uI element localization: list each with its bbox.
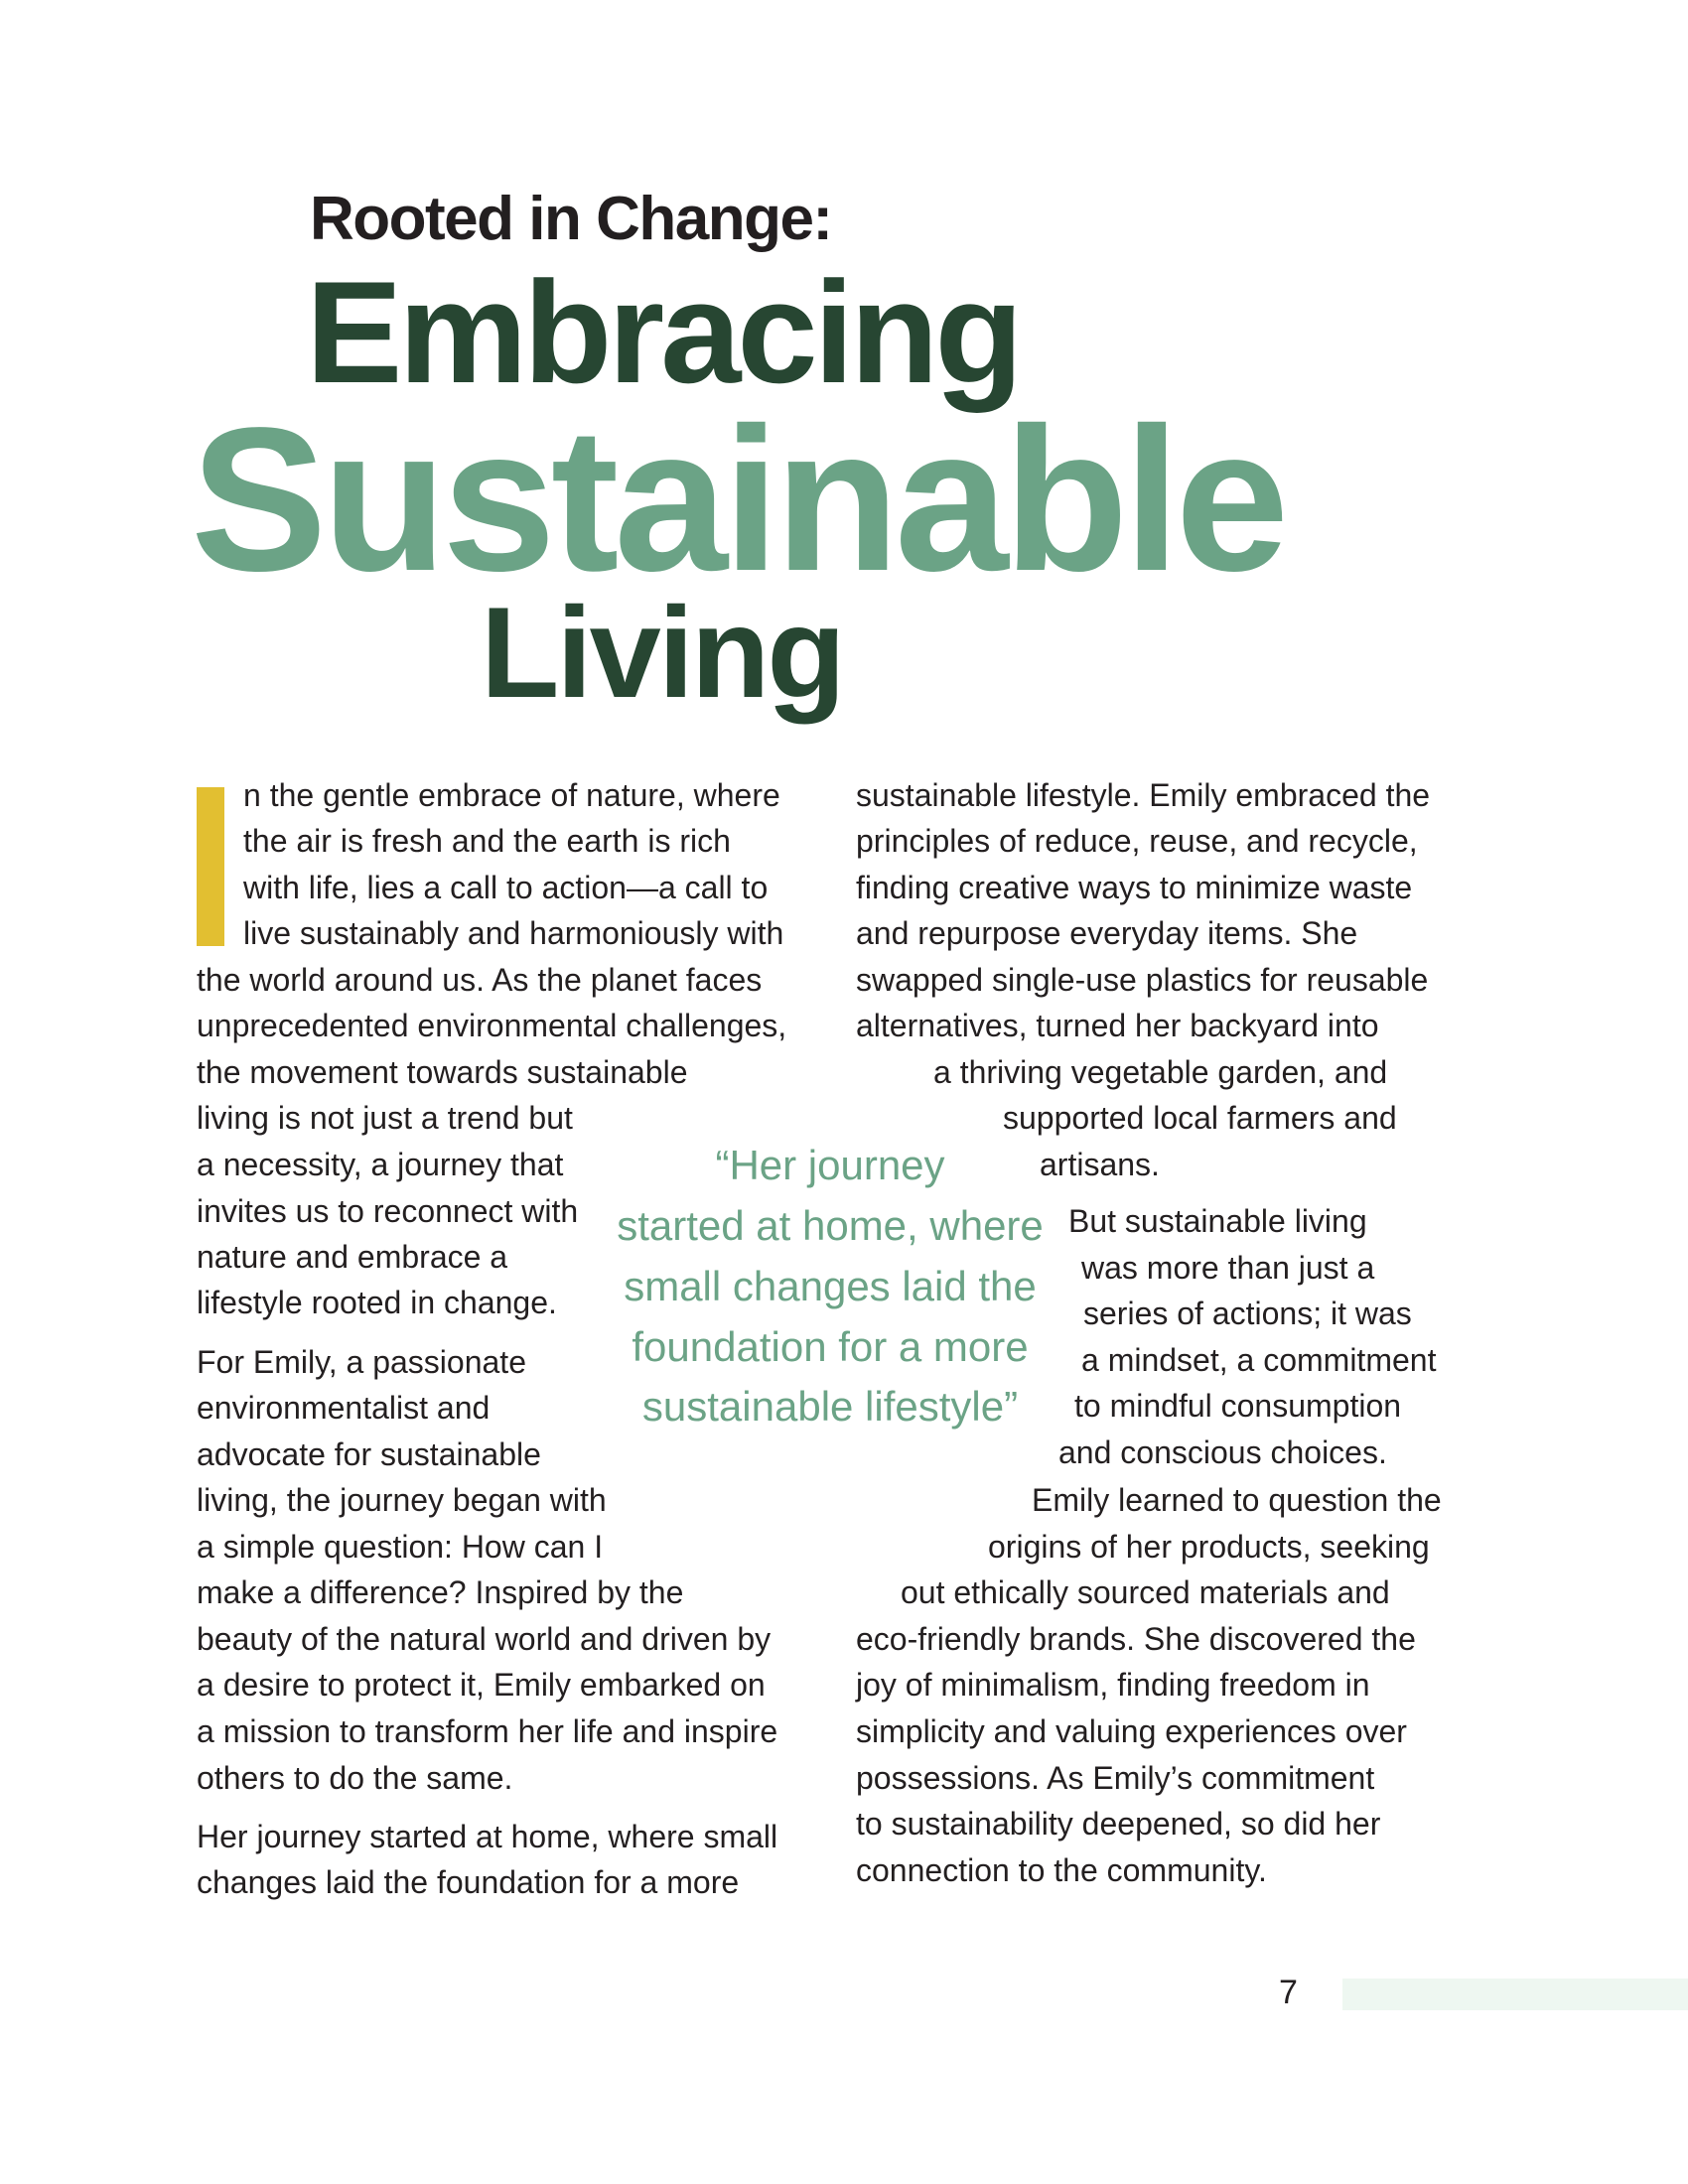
pull-quote-line: sustainable lifestyle” bbox=[641, 1383, 1019, 1430]
body-line: a mindset, a commitment bbox=[1081, 1342, 1437, 1378]
body-line: For Emily, a passionate bbox=[197, 1344, 526, 1380]
body-line: invites us to reconnect with bbox=[197, 1193, 579, 1229]
title-line-living: Living bbox=[481, 580, 843, 725]
body-line: n the gentle embrace of nature, where bbox=[243, 777, 780, 813]
body-line: others to do the same. bbox=[197, 1760, 513, 1796]
body-line: joy of minimalism, finding freedom in bbox=[856, 1667, 1370, 1703]
body-line: changes laid the foundation for a more bbox=[197, 1864, 740, 1900]
body-line: unprecedented environmental challenges, bbox=[197, 1008, 787, 1043]
body-line: beauty of the natural world and driven by bbox=[197, 1621, 772, 1657]
body-line: sustainable lifestyle. Emily embraced the bbox=[856, 777, 1431, 813]
drop-cap-bar bbox=[197, 787, 224, 946]
body-line: the world around us. As the planet faces bbox=[197, 962, 763, 998]
body-line: a thriving vegetable garden, and bbox=[933, 1054, 1388, 1090]
pull-quote-line: small changes laid the bbox=[624, 1263, 1037, 1309]
body-line: nature and embrace a bbox=[197, 1239, 508, 1275]
body-line: and conscious choices. bbox=[1058, 1434, 1387, 1470]
body-line: But sustainable living bbox=[1068, 1203, 1367, 1239]
body-line: a desire to protect it, Emily embarked on bbox=[197, 1667, 766, 1703]
body-line: environmentalist and bbox=[197, 1390, 491, 1426]
body-line: finding creative ways to minimize waste bbox=[856, 870, 1413, 905]
body-line: lifestyle rooted in change. bbox=[197, 1285, 557, 1320]
body-line: alternatives, turned her backyard into bbox=[856, 1008, 1379, 1043]
pull-quote-line: “Her journey bbox=[715, 1142, 945, 1188]
pull-quote-line: foundation for a more bbox=[632, 1323, 1029, 1370]
body-line: was more than just a bbox=[1081, 1250, 1375, 1286]
body-line: to mindful consumption bbox=[1074, 1388, 1402, 1424]
body-line: make a difference? Inspired by the bbox=[197, 1574, 684, 1610]
body-line: live sustainably and harmoniously with bbox=[243, 915, 784, 951]
body-line: swapped single-use plastics for reusable bbox=[856, 962, 1429, 998]
body-line: a simple question: How can I bbox=[197, 1529, 604, 1565]
body-line: connection to the community. bbox=[856, 1852, 1267, 1888]
title-line-sustainable: Sustainable bbox=[191, 385, 1285, 614]
body-line: and repurpose everyday items. She bbox=[856, 915, 1358, 951]
body-line: simplicity and valuing experiences over bbox=[856, 1713, 1407, 1749]
body-line: advocate for sustainable bbox=[197, 1436, 541, 1472]
footer-bar bbox=[1342, 1979, 1688, 2010]
body-line: supported local farmers and bbox=[1003, 1100, 1397, 1136]
body-line: artisans. bbox=[1040, 1147, 1160, 1182]
body-line: the movement towards sustainable bbox=[197, 1054, 688, 1090]
page-number: 7 bbox=[1279, 1974, 1298, 2011]
body-line: Emily learned to question the bbox=[1032, 1482, 1442, 1518]
body-line: possessions. As Emily’s commitment bbox=[856, 1760, 1375, 1796]
body-line: with life, lies a call to action—a call to bbox=[243, 870, 769, 905]
body-line: living is not just a trend but bbox=[197, 1100, 573, 1136]
body-line: origins of her products, seeking bbox=[988, 1529, 1430, 1565]
body-line: eco-friendly brands. She discovered the bbox=[856, 1621, 1416, 1657]
body-line: to sustainability deepened, so did her bbox=[856, 1806, 1381, 1842]
body-line: a necessity, a journey that bbox=[197, 1147, 564, 1182]
body-line: series of actions; it was bbox=[1083, 1296, 1412, 1331]
title-kicker: Rooted in Change: bbox=[310, 185, 832, 253]
body-line: the air is fresh and the earth is rich bbox=[243, 823, 731, 859]
body-line: living, the journey began with bbox=[197, 1482, 607, 1518]
body-line: principles of reduce, reuse, and recycle, bbox=[856, 823, 1418, 859]
title-line-embracing: Embracing bbox=[306, 251, 1020, 413]
body-line: out ethically sourced materials and bbox=[901, 1574, 1390, 1610]
body-line: Her journey started at home, where small bbox=[197, 1819, 778, 1854]
pull-quote-line: started at home, where bbox=[617, 1202, 1044, 1249]
body-line: a mission to transform her life and inspire bbox=[197, 1713, 778, 1749]
